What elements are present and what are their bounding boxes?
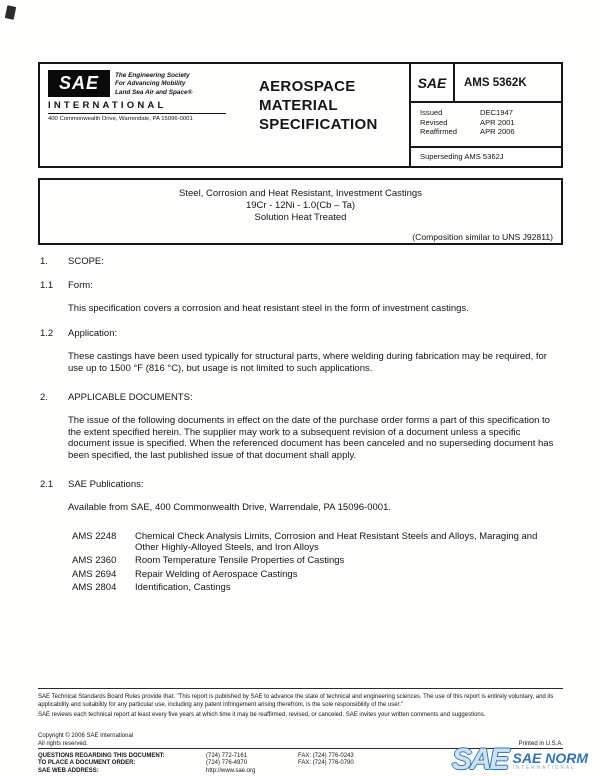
- superseding-note: Superseding AMS 5362J: [411, 146, 561, 166]
- paragraph-1-2: These castings have been used typically for structural parts, where welding during fabrication may be required, for use up to 1500 °F (816 °C), but usage is not limited to such applications.: [68, 351, 547, 374]
- revision-row: [420, 108, 561, 118]
- section-title: APPLICABLE DOCUMENTS:: [68, 391, 193, 403]
- spec-title-line1: Steel, Corrosion and Heat Resistant, Investment Castings: [179, 188, 422, 199]
- contact-web-address: http://www.sae.org: [206, 767, 256, 774]
- section-number: 1.1: [40, 279, 54, 291]
- sae-norm-glyph-icon: SAE: [451, 743, 508, 776]
- tagline-line: Land Sea Air and Space®: [115, 88, 193, 96]
- contact-phone: (724) 772-7161: [206, 753, 248, 759]
- contact-row: [38, 768, 418, 775]
- title-block: [38, 178, 563, 245]
- section-1-2-heading: [40, 328, 562, 340]
- tagline-line: For Advancing Mobility: [115, 80, 186, 88]
- revision-row: [420, 118, 561, 128]
- contact-fax: FAX: (724) 776-0243: [298, 753, 354, 759]
- sae-norm-subtitle: INTERNATIONAL: [512, 765, 576, 771]
- section-number: 2.: [40, 391, 48, 403]
- publication-code: AMS 2248: [72, 530, 117, 542]
- paragraph-1-1: This specification covers a corrosion and heat resistant steel in the form of investment castings.: [68, 303, 469, 315]
- tagline-line: The Engineering Society: [115, 72, 190, 79]
- doc-type-line: SPECIFICATION: [259, 116, 378, 133]
- sae-international-label: INTERNATIONAL: [48, 100, 226, 114]
- doc-type-line: AEROSPACE: [259, 78, 356, 95]
- publication-title: Room Temperature Tensile Properties of Castings: [135, 555, 345, 567]
- section-1-heading: [40, 256, 562, 268]
- legal-paragraph-1: SAE Technical Standards Board Rules provide that: "This report is published by SAE to advance the state of technical and engineering sciences. The use of this report is entirely voluntary, and its applicability and suitability for any particular use, including any patent infringement arising therefrom, is the sole responsibility of the user.": [38, 694, 554, 708]
- section-number: 1.: [40, 256, 48, 267]
- rights-line: All rights reserved.: [38, 740, 88, 747]
- sae-address: 400 Commonwealth Drive, Warrendale, PA 15096-0001: [48, 116, 193, 123]
- section-title: Form:: [68, 279, 93, 291]
- section-2-heading: [40, 392, 562, 404]
- copyright-line: Copyright © 2006 SAE International: [38, 733, 134, 739]
- doc-number: AMS 5362K: [464, 76, 527, 89]
- document-body: [40, 256, 562, 595]
- contact-fax: [298, 768, 418, 775]
- section-number: 2.1: [40, 478, 54, 490]
- publication-title: Chemical Check Analysis Limits, Corrosion and Heat Resistant Steels and Alloys, Maraging and Other Highly-Alloyed Steels, and Iron Alloys: [135, 530, 538, 554]
- legal-notice: [38, 694, 563, 723]
- section-number: 1.2: [40, 327, 54, 339]
- publication-code: AMS 2804: [72, 581, 117, 593]
- scan-artifact: [5, 5, 17, 20]
- contact-label: SAE WEB ADDRESS:: [38, 767, 99, 774]
- revision-value: APR 2001: [480, 117, 515, 127]
- section-title: Application:: [68, 327, 118, 339]
- revision-label: Reaffirmed: [420, 127, 458, 137]
- doc-type-title: [245, 64, 409, 166]
- publication-row: [72, 531, 562, 554]
- publication-code: AMS 2360: [72, 555, 117, 567]
- copyright-block: [38, 733, 133, 748]
- spec-title-line2: 19Cr - 12Ni - 1.0(Cb – Ta): [245, 200, 356, 211]
- sae-norm-text: SAE NORM: [512, 750, 588, 766]
- footer-divider: [38, 688, 563, 689]
- section-2-1-heading: [40, 479, 562, 491]
- sae-logo: SAE: [48, 70, 110, 97]
- sae-logo-row: [48, 70, 245, 97]
- contact-label: TO PLACE A DOCUMENT ORDER:: [38, 760, 136, 767]
- printed-note: Printed in U.S.A.: [518, 740, 563, 747]
- publication-code: AMS 2694: [72, 568, 117, 580]
- legal-paragraph-2: SAE reviews each technical report at least every five years at which time it may be reaffirmed, revised, or canceled. SAE invites your written comments and suggestions.: [38, 712, 486, 719]
- section-title: SCOPE:: [68, 256, 104, 267]
- paragraph-2-1: Available from SAE, 400 Commonwealth Drive, Warrendale, PA 15096-0001.: [68, 502, 391, 514]
- publication-title: Repair Welding of Aerospace Castings: [135, 568, 298, 580]
- revision-value: DEC1947: [480, 108, 513, 117]
- revision-row: [420, 127, 561, 137]
- sae-tagline: [110, 70, 192, 97]
- contact-phone: (724) 776-4970: [206, 760, 248, 767]
- revision-label: Revised: [420, 117, 448, 127]
- doc-number-row: [411, 64, 561, 103]
- contact-label: QUESTIONS REGARDING THIS DOCUMENT:: [38, 753, 165, 759]
- contact-info: [38, 753, 418, 775]
- publications-list: [72, 531, 562, 593]
- revision-history: [411, 103, 561, 146]
- sae-letterhead: [40, 64, 245, 166]
- publication-row: [72, 555, 562, 567]
- doc-id-block: [409, 64, 561, 166]
- sae-badge: SAE: [411, 64, 455, 101]
- composition-note: (Composition similar to UNS J92811): [412, 232, 553, 242]
- publication-row: [72, 569, 562, 581]
- sae-norm-wordmark: [513, 751, 588, 773]
- header: [38, 62, 563, 168]
- contact-row: [38, 760, 418, 767]
- revision-value: APR 2006: [480, 127, 515, 137]
- doc-type-line: MATERIAL: [259, 97, 338, 114]
- revision-label: Issued: [420, 108, 443, 117]
- publication-title: Identification, Castings: [135, 581, 231, 593]
- section-title: SAE Publications:: [68, 478, 144, 490]
- publication-row: [72, 582, 562, 594]
- section-1-1-heading: [40, 280, 562, 292]
- paragraph-2: The issue of the following documents in effect on the date of the purchase order forms a part of this specification to the extent specified herein. The supplier may work to a subsequent revision of a document unless a specific document issue is specified. When the referenced document has been canceled and no superseding document has been specified, the last published issue of that document shall apply.: [68, 415, 554, 461]
- spec-title-line3: Solution Heat Treated: [254, 212, 347, 223]
- contact-row: [38, 753, 418, 760]
- contact-fax: FAX: (724) 776-0790: [298, 760, 354, 767]
